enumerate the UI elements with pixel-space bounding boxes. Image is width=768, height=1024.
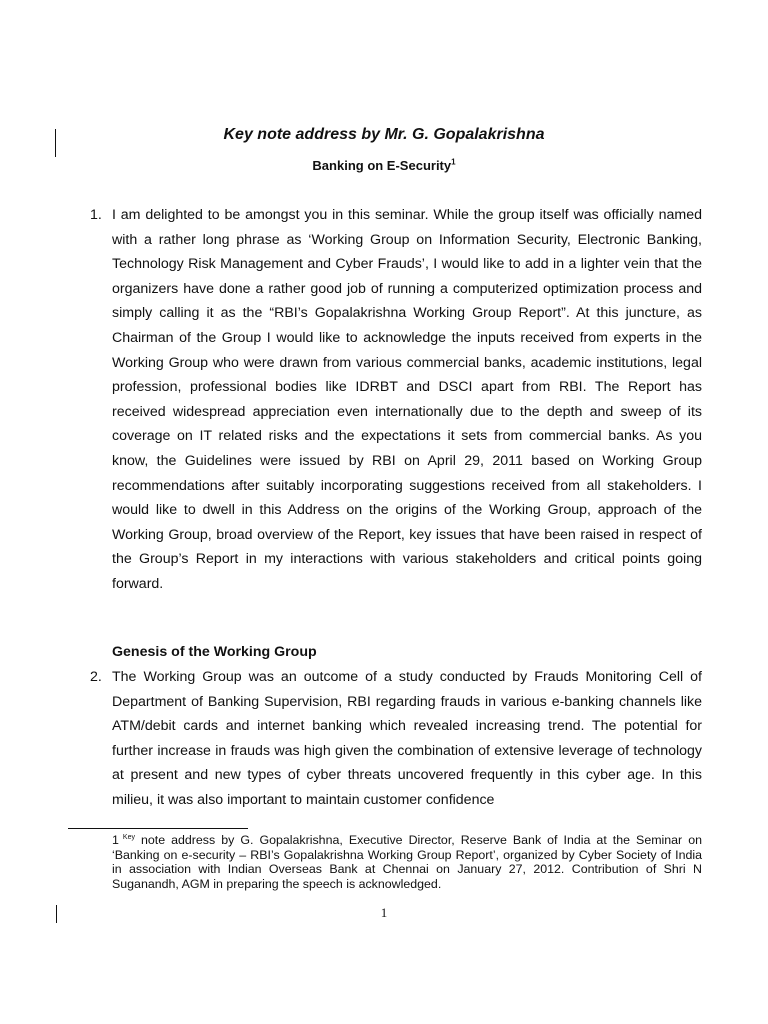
paragraph-1: I am delighted to be amongst you in this seminar. While the group itself was officially named with a rather long phrase as ‘Working Group on Information Security, Electronic Banking, Technology Risk Management and Cyber Frauds’, I would like to add in a lighter vein that the organizers have done a rather good job of running a computerized optimization process and simply calling it as the “RBI’s Gopalakrishna Working Group Report”. At this juncture, as Chairman of the Group I would like to acknowledge the inputs received from experts in the Working Group who were drawn from various commercial banks, academic institutions, legal profession, professional bodies like IDRBT and DSCI apart from RBI. The Report has received widespread appreciation even internationally due to the depth and sweep of its coverage on IT related risks and the expectations it sets from commercial banks. As you know, the Guidelines were issued by RBI on April 29, 2011 based on Working Group recommendations after suitably incorporating suggestions received from all stakeholders. I would like to dwell in this Address on the origins of the Working Group, approach of the Working Group, broad overview of the Report, key issues that have been raised in respect of the Group’s Report in my interactions with various stakeholders and critical points going forward. [112, 207, 702, 592]
subtitle-text: Banking on E-Security [312, 158, 452, 173]
footnote-number: 1 [112, 833, 119, 847]
document-subtitle [0, 158, 768, 173]
section-heading: Genesis of the Working Group [112, 644, 317, 660]
paragraph-number-2: 2. [90, 669, 102, 685]
subtitle-footnote-ref: 1 [451, 157, 456, 167]
footnote [112, 833, 702, 891]
paragraph-number-1: 1. [90, 207, 102, 223]
page-number: 1 [380, 905, 388, 920]
document-title: Key note address by Mr. G. Gopalakrishna [223, 126, 545, 143]
footnote-separator [68, 828, 248, 829]
paragraph-2: The Working Group was an outcome of a study conducted by Frauds Monitoring Cell of Department of Banking Supervision, RBI regarding frauds in various e-banking channels like ATM/debit cards and internet banking which revealed increasing trend. The potential for further increase in frauds was high given the combination of extensive leverage of technology at present and new types of cyber threats uncovered frequently in this cyber age. In this milieu, it was also important to maintain customer confidence [112, 669, 702, 808]
footnote-superscript: Key [122, 833, 135, 841]
footnote-text: note address by G. Gopalakrishna, Executive Director, Reserve Bank of India at the Seminar on ‘Banking on e-security – RBI’s Gopalakrishna Working Group Report’, organized by Cyber Society of India in association with Indian Overseas Bank at Chennai on January 27, 2012. Contribution of Shri N Suganandh, AGM in preparing the speech is acknowledged. [112, 833, 702, 891]
